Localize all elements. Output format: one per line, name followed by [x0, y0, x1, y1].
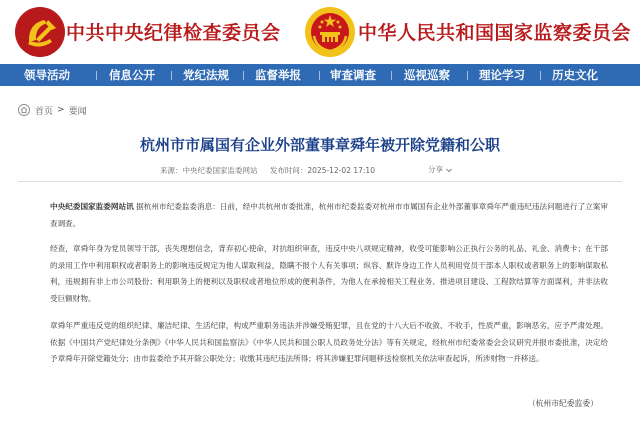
article-published-time: 发布时间：2025-12-02 17:10 [269, 166, 375, 175]
nav-item-inspection[interactable]: 巡视巡察 [404, 68, 450, 82]
nav-divider [540, 71, 541, 80]
article-paragraph [50, 318, 608, 368]
paragraph-text: 经查，章舜年身为党员领导干部，丧失理想信念，背弃初心使命，对抗组织审查，违反中央八项规定精神，收受可能影响公正执行公务的礼品、礼金、消费卡；在干部的录用工作中利用职权或者职务上的影响违反规定为他人谋取利益，隐瞒不报个人有关事项；纵容、默许身边工作人员利用党员干部本人职权或者职务上的影响谋取私利，违规拥有非上市公司股份；利用职务上的便利以及职权或者地位形成的便利条件，为他人在承接相关工程业务、推进项目建设、工程款结算等方面谋利，并非法收受巨额财物。 [50, 244, 608, 303]
nav-divider [171, 71, 172, 80]
paragraph-lead: 中央纪委国家监委网站讯 [50, 202, 134, 211]
site-header [0, 0, 640, 64]
share-label: 分享 [428, 165, 443, 174]
article-title: 杭州市市属国有企业外部董事章舜年被开除党籍和公职 [139, 136, 500, 154]
cpc-ccdi-title[interactable]: 中共中央纪律检查委员会 [66, 22, 281, 44]
article-paragraph [50, 241, 608, 307]
share-button[interactable] [428, 164, 453, 175]
breadcrumb-news[interactable]: 要闻 [68, 106, 87, 117]
paragraph-text: 据杭州市纪委监委消息：日前，经中共杭州市委批准，杭州市纪委监委对杭州市市属国有企业外部董事章舜年严重违纪违法问题进行了立案审查调查。 [50, 202, 608, 228]
article-signature: （杭州市纪委监委） [527, 399, 598, 408]
nav-divider [319, 71, 320, 80]
article-meta [160, 165, 460, 176]
nav-divider [243, 71, 244, 80]
article-paragraph [50, 199, 608, 232]
nsc-title[interactable]: 中华人民共和国国家监察委员会 [358, 22, 632, 44]
nav-divider [391, 71, 392, 80]
home-icon[interactable] [18, 104, 30, 116]
breadcrumb-home[interactable]: 首页 [35, 106, 54, 117]
nav-item-history[interactable]: 历史文化 [552, 68, 598, 82]
nav-item-regulations[interactable]: 党纪法规 [183, 68, 229, 82]
breadcrumb-separator: > [57, 105, 65, 115]
nav-divider [96, 71, 97, 80]
nav-item-investigation[interactable]: 审查调查 [330, 68, 376, 82]
main-nav [0, 64, 640, 86]
paragraph-text: 章舜年严重违反党的组织纪律、廉洁纪律、生活纪律，构成严重职务违法并涉嫌受贿犯罪，且在党的十八大后不收敛、不收手，性质严重，影响恶劣，应予严肃处理。依据《中国共产党纪律处分条例》《中华人民共和国监察法》《中华人民共和国公职人员政务处分法》等有关规定，经杭州市纪委常委会会议研究并报市委批准，决定给予章舜年开除党籍处分；由市监委给予其开除公职处分；收缴其违纪违法所得；将其涉嫌犯罪问题移送检察机关依法审查起诉，所涉财物一并移送。 [50, 321, 608, 363]
nav-item-leadership[interactable]: 领导活动 [24, 68, 70, 82]
nav-item-disclosure[interactable]: 信息公开 [109, 68, 155, 82]
chevron-down-icon [445, 166, 453, 174]
party-emblem-icon[interactable] [14, 6, 66, 58]
title-divider [18, 181, 622, 182]
breadcrumb [18, 103, 87, 117]
national-emblem-icon[interactable] [304, 6, 356, 58]
nav-item-theory[interactable]: 理论学习 [479, 68, 525, 82]
nav-item-report[interactable]: 监督举报 [255, 68, 301, 82]
article-source: 来源：中央纪委国家监委网站 [160, 166, 258, 175]
nav-divider [467, 71, 468, 80]
